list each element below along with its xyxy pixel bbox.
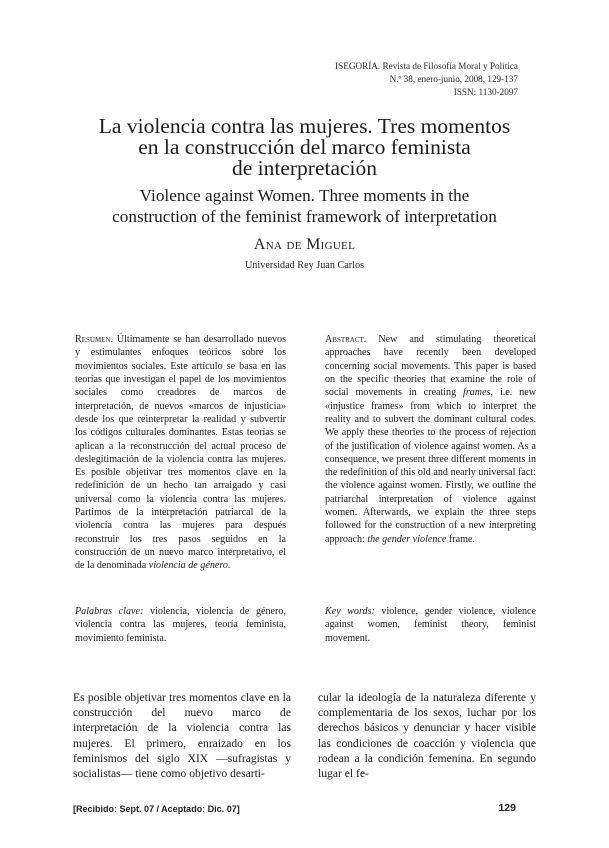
abstract-es-label: Resumen. [75,334,114,345]
journal-issue: N.º 38, enero-junio, 2008, 129-137 [389,74,518,84]
article-title-es [60,116,549,179]
abstract-en-text-end: frame. [448,533,475,545]
abstract-en-italic-end: the gender violence [367,533,447,545]
page-number: 129 [498,802,516,814]
received-accepted-dates: [Recibido: Sept. 07 / Aceptado: Dic. 07] [73,804,240,814]
title-en-line-2: construction of the feminist framework of interpretation [112,207,497,226]
author-name: Ana de Miguel [253,236,356,253]
article-title-en [60,185,549,227]
abstract-es-text: Últimamente se han desarrollado nuevos y estimulantes enfoques teóricos sobre los movimientos sociales. Este artículo se basa en las teorías que investigan el papel de los movimientos sociales como creadores de marcos de interpretación, de nuevos «marcos de injusticia» desde los que reinterpretar la realidad y subvertir los códigos culturales dominantes. Estas teorías se aplican a la reconstrucción del actual proceso de deslegitimación de la violencia contra las mujeres. Es posible objetivar tres momentos clave en la redefinición de un hecho tan arraigado y casi universal como la violencia contra las mujeres. Partimos de la interpretación patriarcal de la violencia contra las mujeres para después reconstruir los tres pasos seguidos en la construcción de un nuevo marco interpretativo, el de la denominada [75,334,286,572]
abstract-es-italic: violencia de género. [148,560,231,572]
abstract-spanish [75,333,286,573]
abstract-en-label: Abstract. [325,334,367,345]
body-column-left: Es posible objetivar tres momentos clave en la construcción del nuevo marco de interpretación de la violencia contra las mujeres. El primero, enraizado en los feminismos del siglo XIX —sufragistas y socialistas— tiene como objetivo desarti- [73,691,291,781]
abstract-en-text-b: i.e. new «injustice frames» from which to interpret the reality and to subvert the dominant cultural codes. We apply these theories to the process of rejection of the justification of violence against women. As a consequence, we present three different moments in the redefinition of this old and nearly universal fact: the violence against women. Firstly, we outline the patriarchal interpretation of violence against women. Afterwards, we explain the three steps followed for the construction of a new interpreting approach: [325,387,536,545]
abstract-en-italic: frames, [463,387,494,399]
title-es-line-2: en la construcción del marco feminista [138,135,471,159]
keywords-en-text: violence, gender violence, violence against women, feminist theory, feminist movement. [325,606,536,644]
keywords-spanish [75,605,286,645]
title-es-line-3: de interpretación [231,156,378,180]
journal-header [335,60,518,99]
abstract-english [325,333,536,546]
keywords-es-text: violencia, violencia de género, violencia contra las mujeres, teoría feminista, movimiento feminista. [75,606,286,644]
keywords-en-label: Key words: [325,606,375,617]
body-column-right: cular la ideología de la naturaleza diferente y complementaria de los sexos, luchar por los derechos básicos y denunciar y hacer visible las condiciones de coacción y violencia que rodean a la condición femenina. En segundo lugar el fe- [318,691,536,781]
keywords-es-label: Palabras clave: [75,606,144,617]
author-affiliation: Universidad Rey Juan Carlos [244,260,365,271]
journal-issn: ISSN: 1130-2097 [453,87,518,97]
keywords-english [325,605,536,645]
journal-name: ISEGORÍA. Revista de Filosofía Moral y Política [335,61,518,71]
title-es-line-1: La violencia contra las mujeres. Tres momentos [98,114,511,138]
title-en-line-1: Violence against Women. Three moments in the [139,186,470,205]
abstract-en-text-a: New and stimulating theoretical approaches have recently been developed concerning social movements. This paper is based on the specific theories that examine the role of social movements in creating [325,334,537,399]
